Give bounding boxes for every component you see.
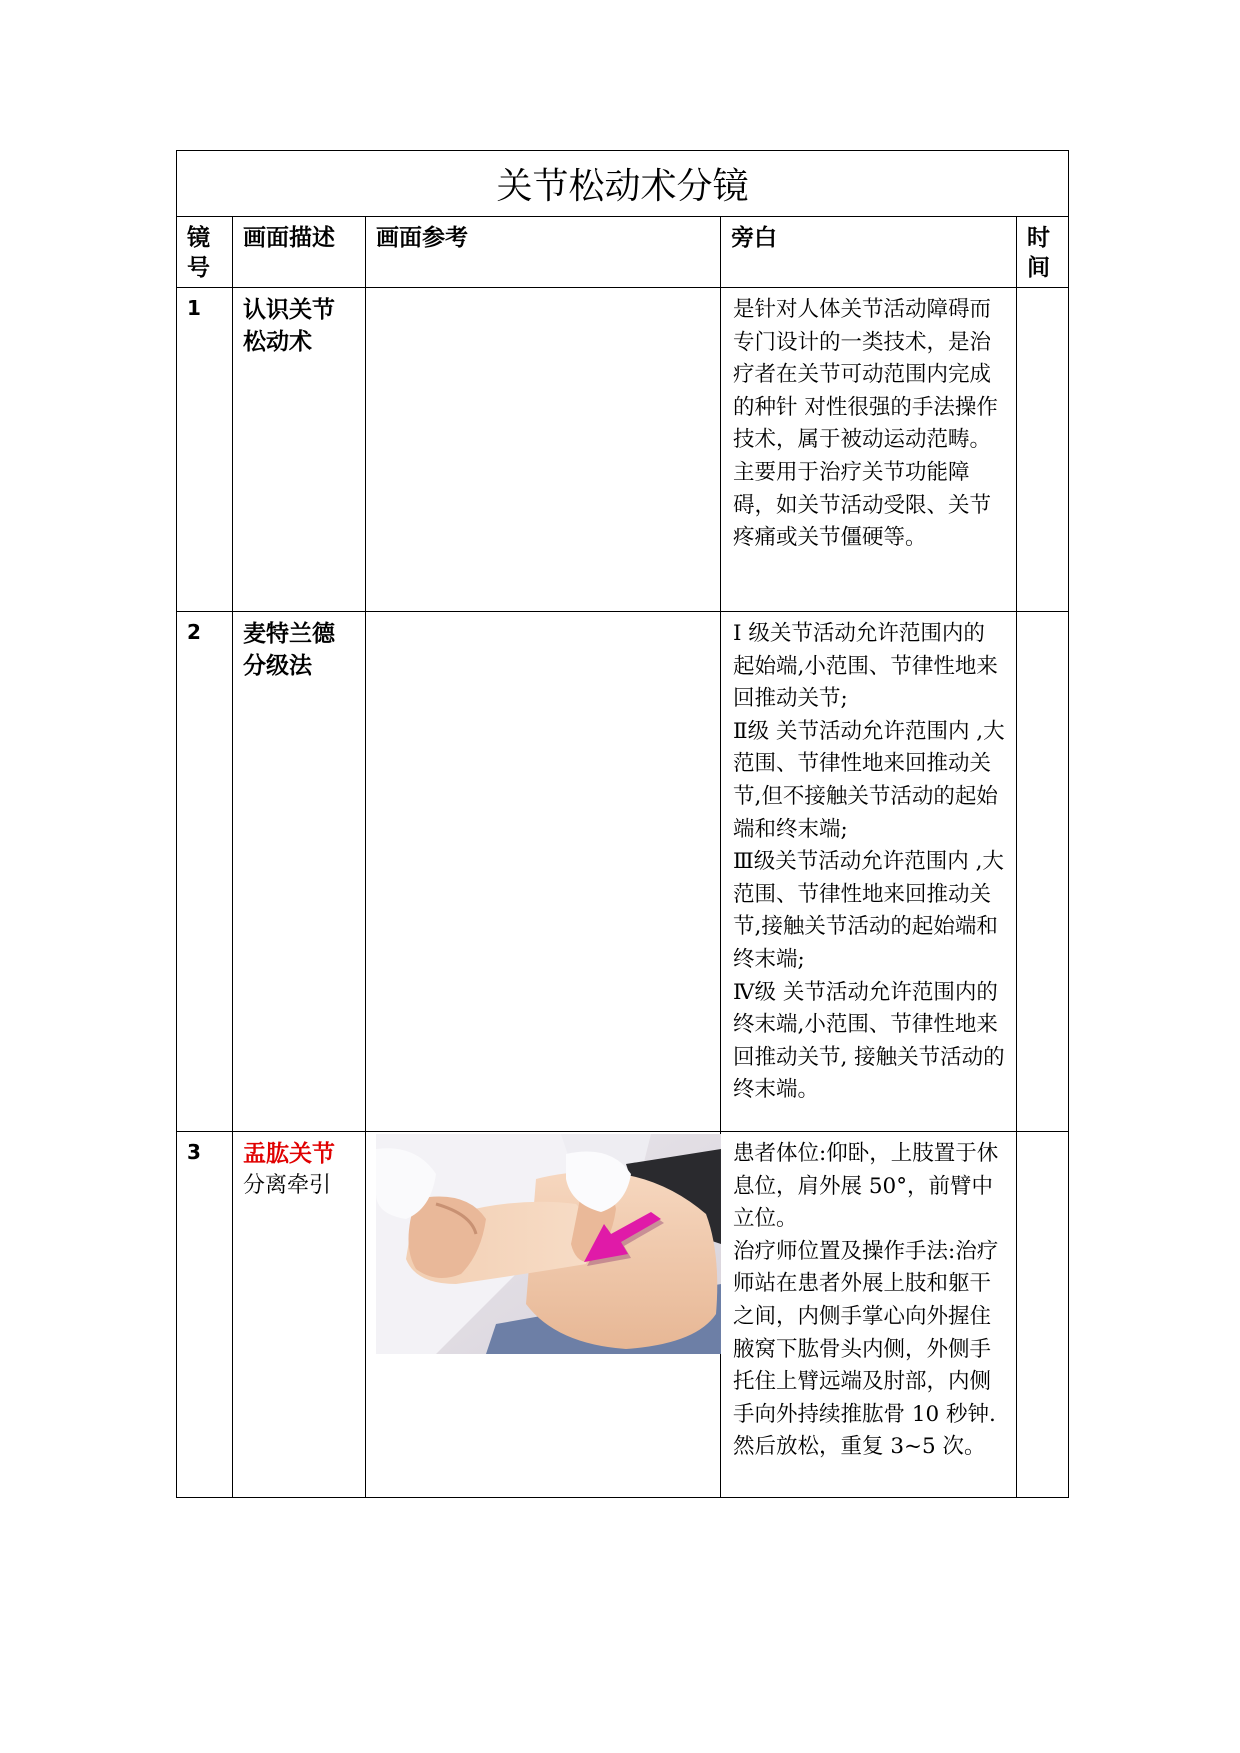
shot-narration: 患者体位:仰卧，上肢置于休息位，肩外展 50°，前臂中立位。 治疗师位置及操作手法:治疗师站在患者外展上肢和躯干之间，内侧手掌心向外握住腋窝下肱骨头内侧，外侧手托住上臂远端及肘部，内侧手向外持续推肱骨 10 秒钟. 然后放松，重复 3~5 次。 (721, 1132, 1017, 1498)
header-time: 时间 (1017, 217, 1069, 288)
header-narration: 旁白 (721, 217, 1017, 288)
header-row (177, 217, 1069, 288)
table-row (177, 288, 1069, 612)
shot-narration: 是针对人体关节活动障碍而专门设计的一类技术，是治疗者在关节可动范围内完成的种针 对性很强的手法操作技术，属于被动运动范畴。主要用于治疗关节功能障碍，如关节活动受限、关节疼痛或关节僵硬等。 (721, 288, 1017, 612)
shot-time (1017, 1132, 1069, 1498)
table-row (177, 612, 1069, 1132)
description-highlight: 盂肱关节 (243, 1141, 335, 1167)
shot-number: 1 (177, 288, 233, 612)
glenohumeral-traction-photo (376, 1134, 721, 1354)
shot-description: 认识关节松动术 (233, 288, 366, 612)
shot-time (1017, 612, 1069, 1132)
shot-narration: Ⅰ 级关节活动允许范围内的起始端,小范围、节律性地来回推动关节; Ⅱ级 关节活动允许范围内 ,大范围、节律性地来回推动关节,但不接触关节活动的起始端和终末端; Ⅲ级关节活动允许范围内 ,大范围、节律性地来回推动关节,接触关节活动的起始端和终末端; Ⅳ级 关节活动允许范围内的终末端,小范围、节律性地来回推动关节, 接触关节活动的终末端。 (721, 612, 1017, 1132)
reference-cell-empty (366, 288, 721, 612)
reference-cell (366, 1132, 721, 1498)
storyboard-page (176, 150, 1068, 1498)
shot-number: 2 (177, 612, 233, 1132)
shot-description: 麦特兰德分级法 (233, 612, 366, 1132)
shot-description (233, 1132, 366, 1498)
description-rest: 分离牵引 (243, 1173, 332, 1198)
header-description: 画面描述 (233, 217, 366, 288)
page-title: 关节松动术分镜 (177, 151, 1069, 217)
header-reference: 画面参考 (366, 217, 721, 288)
header-shot-no: 镜号 (177, 217, 233, 288)
storyboard-table (176, 150, 1069, 1498)
table-row (177, 1132, 1069, 1498)
shot-time (1017, 288, 1069, 612)
reference-cell-empty (366, 612, 721, 1132)
shot-number: 3 (177, 1132, 233, 1498)
